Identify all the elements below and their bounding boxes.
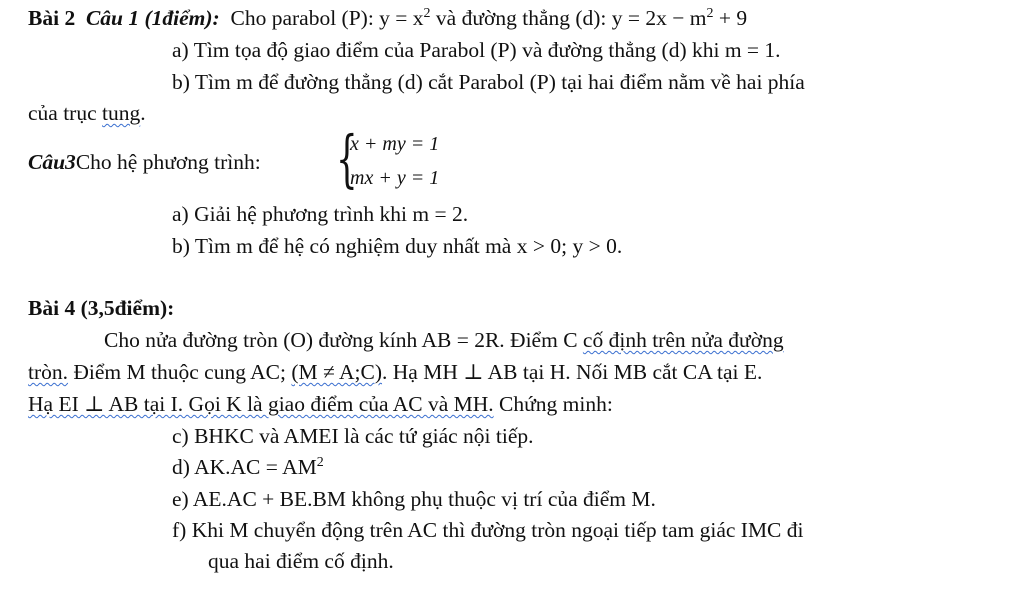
cau1-text-post: và đường thẳng (d): y = 2x − m — [430, 6, 707, 30]
equation-system — [336, 122, 466, 198]
cau1-exp2: 2 — [706, 5, 714, 21]
bai4-p1-line1 — [104, 328, 784, 354]
bai4-title: Bài 4 (3,5điểm): — [28, 296, 175, 320]
cau1-part-b-line1: b) Tìm m để đường thẳng (d) cắt Parabol (P) tại hai điểm nằm về hai phía — [172, 70, 805, 94]
cau1-b-line2-post: . — [140, 101, 146, 125]
cau1-text-end: + 9 — [713, 6, 748, 30]
bai4-p1-line2-text: Điểm M thuộc cung AC; — [68, 360, 292, 384]
cau3-heading — [28, 150, 261, 176]
bai4-p1-line2-wavy2: (M ≠ A;C) — [291, 360, 383, 384]
cau1-b-line2-text: của trục — [28, 101, 103, 125]
bai4-d-exp: 2 — [316, 454, 324, 470]
bai4-p1-line1-text: Cho nửa đường tròn (O) đường kính AB = 2R. Điểm C — [104, 328, 583, 352]
cau1-part-b-line2 — [28, 101, 146, 127]
cau3-part-a: a) Giải hệ phương trình khi m = 2. — [172, 202, 469, 226]
equation-1: x + my = 1 — [350, 133, 440, 155]
equation-2: mx + y = 1 — [350, 167, 440, 189]
cau3-label: Câu3 — [28, 150, 76, 174]
bai4-p1-line3-text: Chứng minh: — [493, 392, 613, 416]
cau1-label: Câu 1 (1điểm): — [85, 6, 220, 30]
bai4-part-f-line1: f) Khi M chuyển động trên AC thì đường tròn ngoại tiếp tam giác IMC đi — [172, 518, 804, 542]
cau1-exp: 2 — [423, 5, 431, 21]
bai2-title: Bài 2 — [28, 6, 76, 30]
bai4-p1-line2-post: . Hạ MH ⊥ AB tại H. Nối MB cắt CA tại E. — [382, 360, 763, 384]
bai4-p1-line1-wavy: cố định trên nửa đường — [582, 328, 784, 352]
bai4-p1-line3 — [28, 392, 613, 418]
bai4-d-text: d) AK.AC = AM — [172, 455, 317, 479]
bai4-part-d — [172, 455, 324, 481]
cau1-text — [230, 6, 747, 30]
bai4-p1-line3-wavy: Hạ EI ⊥ AB tại I. Gọi K là giao điểm của AC và MH. — [28, 392, 494, 416]
brace-symbol: { — [336, 122, 358, 195]
cau1-part-a: a) Tìm tọa độ giao điểm của Parabol (P) và đường thẳng (d) khi m = 1. — [172, 38, 781, 62]
cau1-text-pre: Cho parabol (P): y = x — [230, 6, 424, 30]
cau1-b-line2-wavy: tung — [102, 101, 141, 125]
bai4-part-f-line2: qua hai điểm cố định. — [208, 549, 394, 573]
bai4-part-e: e) AE.AC + BE.BM không phụ thuộc vị trí của điểm M. — [172, 487, 656, 511]
cau3-part-b: b) Tìm m để hệ có nghiệm duy nhất mà x > 0; y > 0. — [172, 234, 623, 258]
bai4-part-c: c) BHKC và AMEI là các tứ giác nội tiếp. — [172, 424, 534, 448]
bai4-p1-line2-wavy: tròn. — [28, 360, 69, 384]
cau3-text: Cho hệ phương trình: — [75, 150, 261, 174]
bai2-heading-line — [28, 6, 747, 32]
bai4-p1-line2 — [28, 360, 762, 386]
